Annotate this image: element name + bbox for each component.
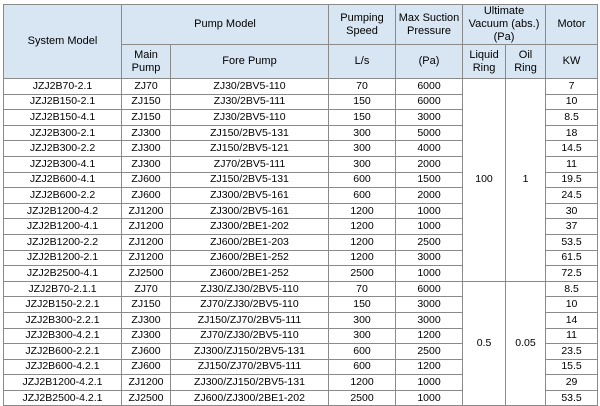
- pumping-speed-cell: 150: [329, 297, 396, 313]
- fore-pump-cell: ZJ300/2BV5-161: [171, 203, 329, 219]
- main-pump-cell: ZJ300: [122, 156, 171, 172]
- motor-power-cell: 29: [546, 375, 598, 391]
- max-pressure-cell: 3000: [396, 110, 463, 126]
- main-pump-cell: ZJ70: [122, 281, 171, 297]
- motor-power-cell: 24.5: [546, 188, 598, 204]
- table-row: [4, 79, 598, 95]
- motor-power-cell: 72.5: [546, 266, 598, 282]
- system-model-cell: JZJ2B300-4.2.1: [4, 328, 122, 344]
- max-pressure-cell: 2000: [396, 156, 463, 172]
- pumping-speed-cell: 70: [329, 79, 396, 95]
- oil-ring-vacuum-cell: 1: [506, 79, 546, 282]
- max-pressure-cell: 3000: [396, 312, 463, 328]
- fore-pump-cell: ZJ600/2BE1-252: [171, 266, 329, 282]
- motor-power-cell: 11: [546, 328, 598, 344]
- header-oil-ring: Oil Ring: [506, 45, 546, 79]
- pumping-speed-cell: 300: [329, 312, 396, 328]
- main-pump-cell: ZJ300: [122, 328, 171, 344]
- fore-pump-cell: ZJ30/ZJ30/2BV5-110: [171, 281, 329, 297]
- system-model-cell: JZJ2B70-2.1: [4, 79, 122, 95]
- pump-spec-table: [3, 4, 598, 406]
- max-pressure-cell: 1000: [396, 219, 463, 235]
- system-model-cell: JZJ2B600-4.2.1: [4, 359, 122, 375]
- pumping-speed-cell: 2500: [329, 390, 396, 406]
- header-max-suction-pressure: Max Suction Pressure: [396, 5, 463, 45]
- system-model-cell: JZJ2B150-4.1: [4, 110, 122, 126]
- max-pressure-cell: 1000: [396, 266, 463, 282]
- system-model-cell: JZJ2B600-4.1: [4, 172, 122, 188]
- main-pump-cell: ZJ1200: [122, 250, 171, 266]
- fore-pump-cell: ZJ300/2BV5-161: [171, 188, 329, 204]
- max-pressure-cell: 1000: [396, 203, 463, 219]
- system-model-cell: JZJ2B1200-4.2: [4, 203, 122, 219]
- header-pumping-speed-unit: L/s: [329, 45, 396, 79]
- pumping-speed-cell: 1200: [329, 250, 396, 266]
- main-pump-cell: ZJ150: [122, 94, 171, 110]
- system-model-cell: JZJ2B300-2.2: [4, 141, 122, 157]
- main-pump-cell: ZJ600: [122, 188, 171, 204]
- fore-pump-cell: ZJ30/2BV5-110: [171, 79, 329, 95]
- max-pressure-cell: 2000: [396, 188, 463, 204]
- liquid-ring-vacuum-cell: 0.5: [463, 281, 506, 406]
- main-pump-cell: ZJ600: [122, 344, 171, 360]
- pumping-speed-cell: 600: [329, 359, 396, 375]
- motor-power-cell: 19.5: [546, 172, 598, 188]
- motor-power-cell: 61.5: [546, 250, 598, 266]
- main-pump-cell: ZJ150: [122, 110, 171, 126]
- header-main-pump: Main Pump: [122, 45, 171, 79]
- max-pressure-cell: 3000: [396, 297, 463, 313]
- system-model-cell: JZJ2B1200-4.1: [4, 219, 122, 235]
- motor-power-cell: 14: [546, 312, 598, 328]
- pumping-speed-cell: 150: [329, 110, 396, 126]
- max-pressure-cell: 1000: [396, 375, 463, 391]
- fore-pump-cell: ZJ150/ZJ70/2BV5-111: [171, 312, 329, 328]
- fore-pump-cell: ZJ300/ZJ150/2BV5-131: [171, 344, 329, 360]
- pumping-speed-cell: 600: [329, 188, 396, 204]
- fore-pump-cell: ZJ30/2BV5-111: [171, 94, 329, 110]
- fore-pump-cell: ZJ150/2BV5-131: [171, 125, 329, 141]
- max-pressure-cell: 6000: [396, 79, 463, 95]
- motor-power-cell: 18: [546, 125, 598, 141]
- header-max-suction-pressure-unit: (Pa): [396, 45, 463, 79]
- max-pressure-cell: 1200: [396, 328, 463, 344]
- pumping-speed-cell: 600: [329, 172, 396, 188]
- motor-power-cell: 10: [546, 297, 598, 313]
- system-model-cell: JZJ2B2500-4.2.1: [4, 390, 122, 406]
- main-pump-cell: ZJ70: [122, 79, 171, 95]
- fore-pump-cell: ZJ150/2BV5-121: [171, 141, 329, 157]
- main-pump-cell: ZJ2500: [122, 390, 171, 406]
- fore-pump-cell: ZJ30/2BV5-110: [171, 110, 329, 126]
- motor-power-cell: 10: [546, 94, 598, 110]
- motor-power-cell: 8.5: [546, 110, 598, 126]
- liquid-ring-vacuum-cell: 100: [463, 79, 506, 282]
- header-fore-pump: Fore Pump: [171, 45, 329, 79]
- table-row: [4, 281, 598, 297]
- header-system-model: System Model: [4, 5, 122, 79]
- system-model-cell: JZJ2B150-2.2.1: [4, 297, 122, 313]
- fore-pump-cell: ZJ70/ZJ30/2BV5-110: [171, 328, 329, 344]
- main-pump-cell: ZJ300: [122, 141, 171, 157]
- max-pressure-cell: 4000: [396, 141, 463, 157]
- fore-pump-cell: ZJ600/2BE1-252: [171, 250, 329, 266]
- system-model-cell: JZJ2B1200-2.2: [4, 234, 122, 250]
- system-model-cell: JZJ2B600-2.2.1: [4, 344, 122, 360]
- system-model-cell: JZJ2B2500-4.1: [4, 266, 122, 282]
- system-model-cell: JZJ2B70-2.1.1: [4, 281, 122, 297]
- fore-pump-cell: ZJ70/2BV5-111: [171, 156, 329, 172]
- fore-pump-cell: ZJ300/2BE1-202: [171, 219, 329, 235]
- main-pump-cell: ZJ600: [122, 172, 171, 188]
- table-header: [4, 5, 598, 79]
- motor-power-cell: 30: [546, 203, 598, 219]
- pumping-speed-cell: 300: [329, 328, 396, 344]
- max-pressure-cell: 1000: [396, 390, 463, 406]
- motor-power-cell: 53.5: [546, 234, 598, 250]
- fore-pump-cell: ZJ300/ZJ150/2BV5-131: [171, 375, 329, 391]
- pumping-speed-cell: 150: [329, 94, 396, 110]
- fore-pump-cell: ZJ150/2BV5-131: [171, 172, 329, 188]
- motor-power-cell: 37: [546, 219, 598, 235]
- main-pump-cell: ZJ1200: [122, 203, 171, 219]
- system-model-cell: JZJ2B1200-2.1: [4, 250, 122, 266]
- header-motor-unit: KW: [546, 45, 598, 79]
- system-model-cell: JZJ2B300-2.1: [4, 125, 122, 141]
- motor-power-cell: 23.5: [546, 344, 598, 360]
- max-pressure-cell: 6000: [396, 94, 463, 110]
- main-pump-cell: ZJ150: [122, 297, 171, 313]
- system-model-cell: JZJ2B300-4.1: [4, 156, 122, 172]
- fore-pump-cell: ZJ600/2BE1-203: [171, 234, 329, 250]
- system-model-cell: JZJ2B600-2.2: [4, 188, 122, 204]
- pumping-speed-cell: 600: [329, 344, 396, 360]
- motor-power-cell: 7: [546, 79, 598, 95]
- main-pump-cell: ZJ2500: [122, 266, 171, 282]
- main-pump-cell: ZJ300: [122, 312, 171, 328]
- fore-pump-cell: ZJ70/ZJ30/2BV5-110: [171, 297, 329, 313]
- system-model-cell: JZJ2B300-2.2.1: [4, 312, 122, 328]
- max-pressure-cell: 5000: [396, 125, 463, 141]
- max-pressure-cell: 1500: [396, 172, 463, 188]
- pumping-speed-cell: 1200: [329, 234, 396, 250]
- max-pressure-cell: 2500: [396, 234, 463, 250]
- main-pump-cell: ZJ300: [122, 125, 171, 141]
- pumping-speed-cell: 1200: [329, 375, 396, 391]
- max-pressure-cell: 3000: [396, 250, 463, 266]
- pumping-speed-cell: 2500: [329, 266, 396, 282]
- header-row-top: [4, 5, 598, 45]
- pumping-speed-cell: 300: [329, 125, 396, 141]
- system-model-cell: JZJ2B1200-4.2.1: [4, 375, 122, 391]
- motor-power-cell: 53.5: [546, 390, 598, 406]
- header-ultimate-vacuum: Ultimate Vacuum (abs.)(Pa): [463, 5, 546, 45]
- motor-power-cell: 14.5: [546, 141, 598, 157]
- fore-pump-cell: ZJ150/ZJ70/2BV5-111: [171, 359, 329, 375]
- pumping-speed-cell: 300: [329, 141, 396, 157]
- pumping-speed-cell: 1200: [329, 219, 396, 235]
- motor-power-cell: 8.5: [546, 281, 598, 297]
- main-pump-cell: ZJ600: [122, 359, 171, 375]
- max-pressure-cell: 2500: [396, 344, 463, 360]
- main-pump-cell: ZJ1200: [122, 234, 171, 250]
- oil-ring-vacuum-cell: 0.05: [506, 281, 546, 406]
- header-liquid-ring: Liquid Ring: [463, 45, 506, 79]
- pumping-speed-cell: 70: [329, 281, 396, 297]
- main-pump-cell: ZJ1200: [122, 219, 171, 235]
- system-model-cell: JZJ2B150-2.1: [4, 94, 122, 110]
- max-pressure-cell: 6000: [396, 281, 463, 297]
- table-body: [4, 79, 598, 406]
- header-pumping-speed: Pumping Speed: [329, 5, 396, 45]
- max-pressure-cell: 1200: [396, 359, 463, 375]
- fore-pump-cell: ZJ600/ZJ300/2BE1-202: [171, 390, 329, 406]
- header-motor: Motor: [546, 5, 598, 45]
- header-pump-model: Pump Model: [122, 5, 329, 45]
- pumping-speed-cell: 300: [329, 156, 396, 172]
- pumping-speed-cell: 1200: [329, 203, 396, 219]
- motor-power-cell: 11: [546, 156, 598, 172]
- main-pump-cell: ZJ1200: [122, 375, 171, 391]
- motor-power-cell: 15.5: [546, 359, 598, 375]
